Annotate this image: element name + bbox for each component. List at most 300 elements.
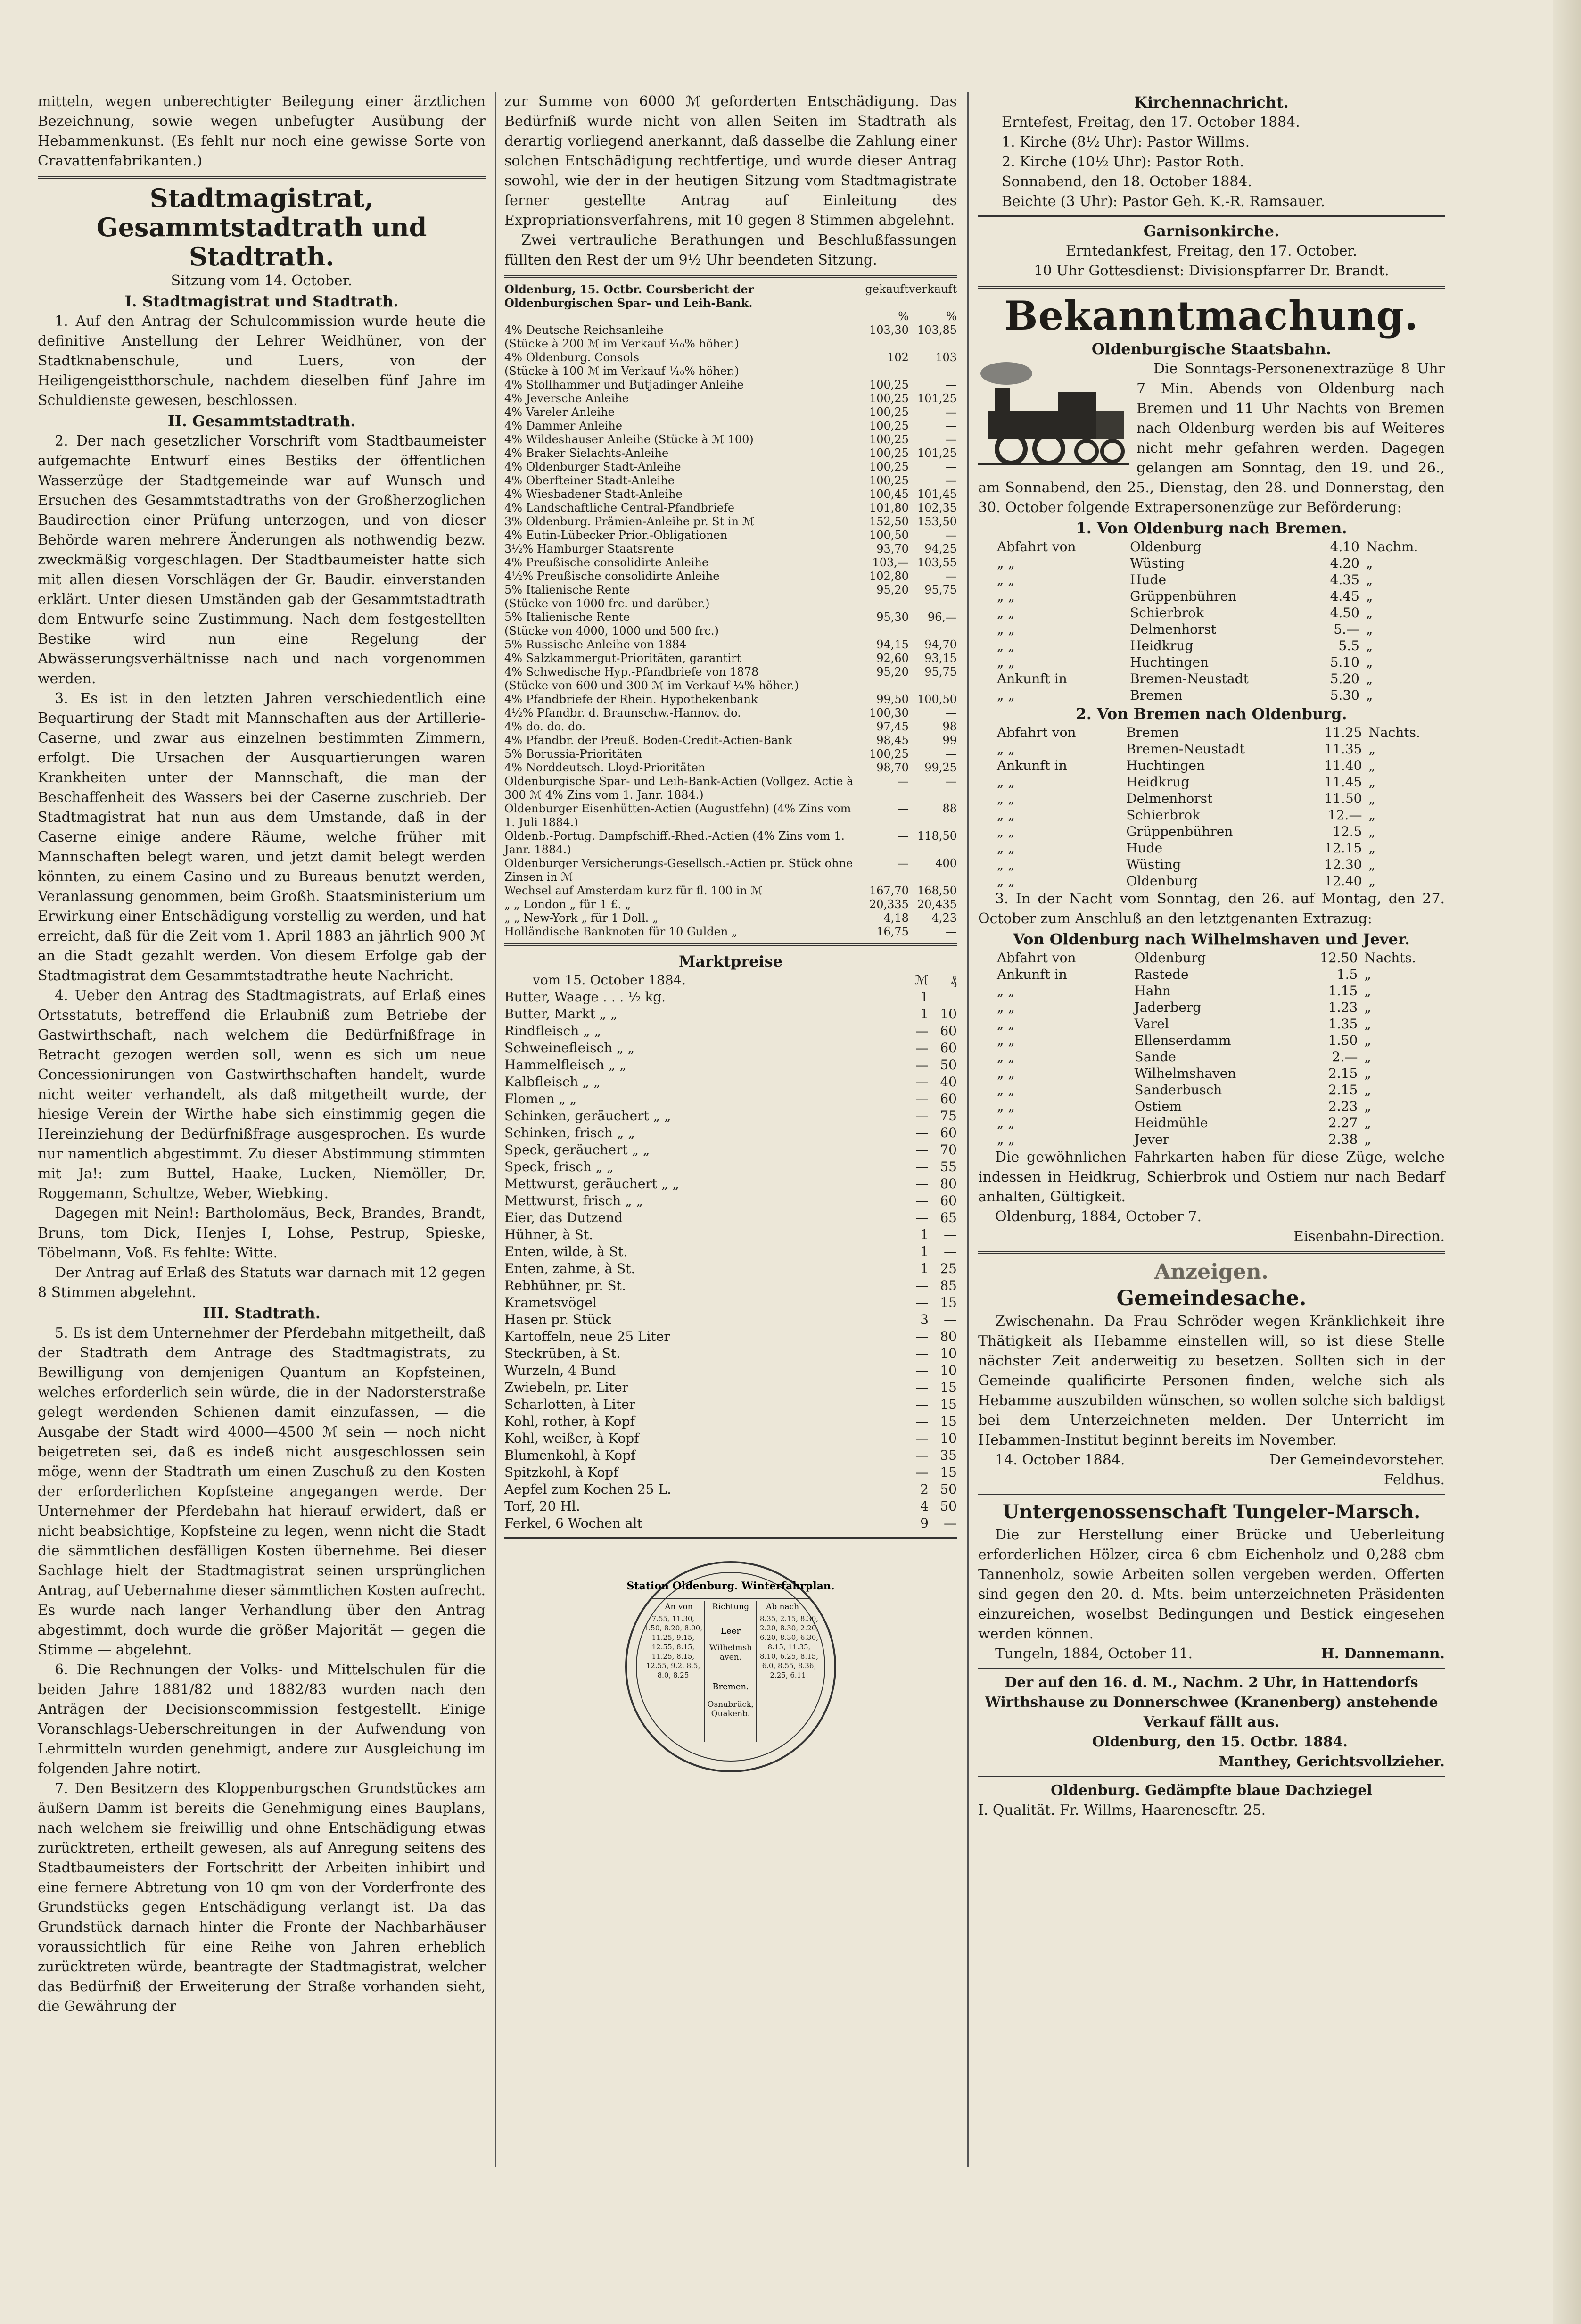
timetable-cell: 12.5 [1333, 824, 1362, 839]
timetable-cell: Oldenburg [1126, 873, 1198, 889]
market-price-cell: Schinken, frisch „ „ [504, 1125, 635, 1141]
ad-footer [978, 1644, 1445, 1664]
exchange-rate-row [504, 665, 957, 679]
market-price-row [504, 1294, 957, 1311]
market-price-cell: 1 [920, 1244, 929, 1259]
timetable-cell: 1.5 [1336, 967, 1358, 982]
stamp-departures [759, 1614, 819, 1746]
timetable-cell: „ [1364, 1082, 1371, 1098]
paragraph: Der Antrag auf Erlaß des Statuts war darnach mit 12 gegen 8 Stimmen abgelehnt. [38, 1265, 486, 1301]
exchange-rate-cell: 4% Schwedische Hyp.-Pfandbriefe von 1878 [504, 665, 759, 678]
timetable-cell: „ [1364, 1016, 1371, 1032]
exchange-rate-cell: 99,25 [924, 761, 957, 774]
exchange-rate-cell: 95,30 [876, 611, 909, 624]
market-price-cell: Wurzeln, 4 Bund [504, 1363, 616, 1378]
exchange-rate-cell: (Stücke à 100 ℳ im Verkauf ⅟₁₀% höher.) [504, 364, 739, 378]
timetable-cell: 2.15 [1328, 1082, 1358, 1098]
exchange-rate-row [504, 720, 957, 734]
exchange-rate-row [504, 775, 957, 802]
market-price-cell: 55 [940, 1159, 957, 1174]
timetable-row [978, 724, 1445, 741]
exchange-rate-row [504, 747, 957, 761]
exchange-rate-cell: 100,25 [869, 419, 909, 432]
exchange-rate-cell: 4% Deutsche Reichsanleihe [504, 323, 664, 337]
timetable-cell: 4.45 [1330, 588, 1359, 604]
market-date: vom 15. October 1884. [533, 972, 686, 988]
exchange-rate-row [504, 706, 957, 720]
market-price-row [504, 1379, 957, 1396]
timetable-cell: „ [1368, 873, 1375, 889]
exchange-rate-cell: — [946, 529, 957, 542]
market-price-cell: — [915, 1091, 929, 1107]
market-price-row [504, 1192, 957, 1209]
exchange-rate-cell: 4% Dammer Anleihe [504, 419, 623, 432]
market-price-cell: — [915, 1447, 929, 1463]
section-rule [978, 1776, 1445, 1777]
paragraph: 3. Es ist in den letzten Jahren verschiedentlich eine Bequartirung der Stadt mit Mannschaften aus der Artillerie-Caserne, und zwar aus einzelnen bestimmten Zimmern, erfolgt. Die Ursachen der Ausquartierungen waren Krankheiten unter der Mannschaft, die man der Beschaffenheit des Wassers bei der Caserne zuschrieb. Der Stadtmagistrat hat nun aus dem Umstande, daß in der Caserne einige andere Räume, welche früher mit Mannschaften belegt waren, und jetzt damit belegt werden könnten, zu einem Casino und zu Bureaus benutzt werden, Veranlassung genommen, beim Großh. Staatsministerium um Erwirkung einer Entschädigung vorstellig zu werden, und hat erreicht, daß für die Zeit vom 1. April 1883 an jährlich 900 ℳ an die Stadt gezahlt werden. Von diesem Erfolge gab der Stadtmagistrat dem Gesammtstadtrathe heute Nachricht. [38, 690, 486, 984]
exchange-rate-cell [865, 624, 909, 638]
timetable-cell: „ „ [997, 1000, 1015, 1015]
timetable-cell: „ „ [997, 774, 1015, 790]
timetable-cell: 2.38 [1328, 1132, 1358, 1147]
exchange-rate-cell: 101,80 [869, 501, 909, 514]
section-heading: III. Stadtrath. [203, 1304, 321, 1322]
market-price-row [504, 1125, 957, 1141]
exchange-rate-row [504, 597, 957, 611]
exchange-rate-cell: 4% do. do. do. [504, 720, 586, 733]
ad-text: I. Qualität. Fr. Willms, Haarenescftr. 25. [978, 1802, 1266, 1819]
market-price-cell: 10 [940, 1346, 957, 1361]
exchange-rate-cell: 4% Braker Sielachts-Anleihe [504, 447, 669, 460]
timetable-row [978, 604, 1445, 621]
market-price-cell: 15 [940, 1380, 957, 1395]
timetable-cell: „ [1364, 1099, 1371, 1114]
church-news-line: 2. Kirche (10½ Uhr): Pastor Roth. [1002, 154, 1244, 170]
market-price-cell: 60 [940, 1040, 957, 1056]
announcement-title: Bekanntmachung. [1004, 292, 1419, 339]
timetable-cell: 4.10 [1330, 539, 1359, 554]
timetable-cell: Wüsting [1126, 857, 1181, 872]
ad-text: Der auf den 16. d. M., Nachm. 2 Uhr, in Hattendorfs Wirthshause zu Donnerschwee (Kranenberg) anstehende Verkauf fällt aus. [985, 1674, 1438, 1730]
exchange-rate-cell: 103,30 [869, 323, 909, 337]
intro-paragraph: mitteln, wegen unberechtigter Beilegung einer ärztlichen Bezeichnung, sowie wegen unbefugter Ausübung der Hebammenkunst. (Es fehlt nur noch eine gewisse Sorte von Cravattenfabrikanten.) [38, 93, 486, 169]
exchange-rate-cell: 96,— [927, 611, 957, 624]
timetable-cell: „ „ [997, 654, 1015, 670]
timetable-cell: „ „ [997, 621, 1015, 637]
exchange-rate-cell: 99 [942, 734, 957, 747]
timetable-cell: „ [1364, 1066, 1371, 1081]
exchange-rate-cell: 100,50 [917, 693, 957, 706]
unit-header: ℳ [914, 972, 929, 988]
timetable-cell: „ [1366, 671, 1373, 686]
exchange-rate-cell [909, 624, 957, 638]
session-date: Sitzung vom 14. October. [171, 273, 353, 289]
market-price-cell: 10 [940, 1363, 957, 1378]
market-price-cell: Kohl, weißer, à Kopf [504, 1431, 639, 1446]
stamp-direction-box [707, 1700, 754, 1737]
exchange-rate-row [504, 734, 957, 747]
exchange-rate-cell: 5% Borussia-Prioritäten [504, 747, 642, 761]
church-news-title: Kirchennachricht. [1134, 93, 1289, 111]
exchange-rate-cell: 4% Pfandbriefe der Rhein. Hypothekenbank [504, 693, 758, 706]
timetable-row [978, 1098, 1445, 1115]
market-price-cell: 15 [940, 1414, 957, 1429]
market-price-cell: Steckrüben, à St. [504, 1346, 621, 1361]
market-prices-title: Marktpreise [678, 952, 783, 970]
ad-text: Zwischenahn. Da Frau Schröder wegen Kränklichkeit ihre Thätigkeit als Hebamme einstellen will, so ist diese Stelle nächster Zeit anderweitig zu besetzen. Sollten sich in der Gemeinde qualificirte Personen finden, welche sich als Hebamme auszubilden wünschen, so wollen solche sich baldigst bei dem Unterzeichneten melden. Der Unterricht im Hebammen-Institut beginnt bereits im November. [978, 1313, 1445, 1448]
market-price-row [504, 1515, 957, 1532]
exchange-rate-cell: 97,45 [876, 720, 909, 733]
column-2 [504, 92, 957, 1775]
exchange-rate-row [504, 323, 957, 337]
exchange-rate-cell: 100,25 [869, 460, 909, 473]
market-price-cell: 60 [940, 1023, 957, 1039]
ad-title: Untergenossenschaft Tungeler-Marsch. [1002, 1501, 1421, 1523]
market-price-row [504, 1345, 957, 1362]
exchange-rate-row [504, 529, 957, 542]
exchange-rate-cell: — [946, 474, 957, 487]
timetable-cell: „ „ [997, 1033, 1015, 1048]
timetable-cell: Jever [1134, 1132, 1169, 1147]
timetable-oldenburg-bremen [978, 538, 1445, 703]
timetable-cell: „ [1364, 1049, 1371, 1065]
timetable-cell: Huchtingen [1126, 758, 1205, 773]
route-note: 3. In der Nacht vom Sonntag, den 26. auf Montag, den 27. October zum Anschluß an den letztgenanten Extrazug: [978, 891, 1445, 927]
exchange-rate-cell: 4% Wildeshauser Anleihe (Stücke à ℳ 100) [504, 433, 754, 446]
market-price-cell: 10 [940, 1006, 957, 1022]
ad-signature: H. Dannemann. [1321, 1646, 1445, 1662]
timetable-row [978, 1065, 1445, 1082]
timetable-row [978, 983, 1445, 999]
market-price-cell: 25 [940, 1261, 957, 1276]
stamp-direction: Leer [721, 1626, 741, 1636]
garrison-church-line: Erntedankfest, Freitag, den 17. October. [1065, 243, 1358, 259]
timetable-row [978, 621, 1445, 637]
timetable-cell: „ [1364, 1033, 1371, 1048]
exchange-rate-cell: 4% Stollhammer und Butjadinger Anleihe [504, 378, 744, 391]
section-rule [978, 1494, 1445, 1495]
timetable-cell: Grüppenbühren [1130, 588, 1237, 604]
stamp-direction-box [707, 1643, 754, 1671]
timetable-cell: 5.30 [1330, 687, 1359, 703]
market-price-cell: — [915, 1329, 929, 1344]
church-news-line: Erntefest, Freitag, den 17. October 1884. [1002, 114, 1300, 131]
timetable-row [978, 1115, 1445, 1131]
timetable-cell: „ „ [997, 605, 1015, 620]
tender [1096, 411, 1124, 439]
timetable-row [978, 807, 1445, 823]
exchange-rate-cell: 20,335 [869, 898, 909, 911]
timetable-cell: 1.23 [1328, 1000, 1358, 1015]
continued-paragraph: zur Summe von 6000 ℳ geforderten Entschädigung. Das Bedürfniß wurde nicht von allen Seiten im Stadtrath als derartig vorliegend anerkannt, daß dasselbe die Zahlung einer solchen Entschädigung rechtfertige, und wurde dieser Antrag sowohl, wie der in der heutigen Sitzung vom Stadtmagistrate ferner gestellte Antrag auf Einleitung des Expropriationsverfahrens, mit 10 gegen 8 Stimmen abgelehnt. [504, 93, 957, 229]
exchange-rate-cell: (Stücke à 200 ℳ im Verkauf ⅟₁₀% höher.) [504, 337, 739, 350]
paragraph: 1. Auf den Antrag der Schulcommission wurde heute die definitive Anstellung der Lehrer Weidhüner, von der Stadtknabenschule, und Luers, von der Heiligengeistthorschule, nachdem dieselben fünf Jahre im Schuldienste gewesen, beschlossen. [38, 313, 486, 409]
market-price-row [504, 1175, 957, 1192]
announcement-text: Die Sonntags-Personenextrazüge 8 Uhr 7 Min. Abends von Oldenburg nach Bremen und 11 Uhr Nachts von Bremen nach Oldenburg werden bis auf Weiteres nicht mehr gefahren werden. Dagegen gelangen am Sonntag, den 19. und 26., am Sonnabend, den 25., Dienstag, den 28. und Donnerstag, den 30. October folgende Extrapersonenzüge zur Beförderung: [978, 361, 1445, 516]
market-price-row [504, 1311, 957, 1328]
market-price-cell: 50 [940, 1481, 957, 1497]
timetable-row [978, 873, 1445, 889]
exchange-rate-cell [865, 364, 909, 378]
exchange-rate-cell: 4% Jeversche Anleihe [504, 392, 629, 405]
exchange-rate-cell: 101,25 [917, 392, 957, 405]
timetable-cell: „ [1368, 840, 1375, 856]
exchange-rate-cell [909, 679, 957, 693]
timetable-cell: 4.20 [1330, 555, 1359, 571]
exchange-rate-cell: 4% Pfandbr. der Preuß. Boden-Credit-Actien-Bank [504, 734, 792, 747]
council-headline: Stadtmagistrat, Gesammtstadtrath und Stadtrath. [96, 183, 427, 272]
market-price-cell: Rindfleisch „ „ [504, 1023, 601, 1039]
market-price-cell: — [944, 1312, 957, 1327]
exchange-rate-cell: — [897, 775, 909, 788]
market-price-row [504, 1396, 957, 1413]
market-price-cell: 80 [940, 1176, 957, 1191]
timetable-cell: „ [1366, 621, 1373, 637]
exchange-rate-row [504, 925, 957, 939]
exchange-rate-cell: 4% Landschaftliche Central-Pfandbriefe [504, 501, 735, 514]
timetable-cell: Delmenhorst [1130, 621, 1217, 637]
timetable-cell: 11.50 [1324, 791, 1362, 806]
market-prices-table [504, 972, 957, 1532]
exchange-rate-cell: 118,50 [917, 829, 957, 843]
market-price-cell: 60 [940, 1193, 957, 1208]
market-price-cell: 75 [940, 1108, 957, 1124]
stamp-direction: Bremen. [712, 1682, 749, 1692]
timetable-cell: „ „ [997, 572, 1015, 587]
market-price-cell: 2 [920, 1481, 929, 1497]
timetable-row [978, 966, 1445, 983]
ad-signature-role: Der Gemeindevorsteher. [1269, 1452, 1445, 1468]
section-rule [978, 1668, 1445, 1669]
section-rule [504, 1537, 957, 1539]
market-price-cell: 65 [940, 1210, 957, 1225]
exchange-rate-cell: Oldenburgische Spar- und Leih-Bank-Actien (Vollgez. Actie à 300 ℳ 4% Zins vom 1. Janr. 1884.) [504, 775, 854, 802]
announcement-date: Oldenburg, 1884, October 7. [995, 1208, 1202, 1225]
exchange-rate-cell: 100,25 [869, 378, 909, 391]
exchange-rate-row [504, 474, 957, 488]
market-price-cell: 1 [920, 1261, 929, 1276]
exchange-rate-row [504, 419, 957, 433]
timetable-cell: Hahn [1134, 983, 1171, 999]
exchange-rate-row [504, 433, 957, 447]
market-price-cell: — [915, 1295, 929, 1310]
timetable-row [978, 950, 1445, 966]
exchange-rate-cell: 100,50 [869, 529, 909, 542]
ad-text: Oldenburg. Gedämpfte blaue Dachziegel [1051, 1782, 1372, 1799]
market-price-cell: 50 [940, 1498, 957, 1514]
exchange-rate-row [504, 515, 957, 529]
market-price-cell [929, 989, 957, 1006]
market-price-cell: Enten, zahme, à St. [504, 1261, 635, 1276]
exchange-rate-cell: 92,60 [876, 652, 909, 665]
exchange-rate-row [504, 638, 957, 652]
market-price-cell: 60 [940, 1125, 957, 1141]
exchange-rate-row [504, 583, 957, 597]
market-price-cell: — [915, 1074, 929, 1090]
unit-header: ₰ [950, 972, 957, 988]
market-price-row [504, 1464, 957, 1481]
timetable-cell: „ [1368, 741, 1375, 757]
timetable-cell: Heidkrug [1126, 774, 1190, 790]
stamp-title: Station Oldenburg. Winterfahrplan. [626, 1580, 835, 1592]
exchange-rate-cell [909, 337, 957, 351]
exchange-rate-cell: 4% Vareler Anleihe [504, 405, 615, 419]
timetable-cell: 12.40 [1324, 873, 1362, 889]
exchange-rate-row [504, 488, 957, 501]
timetable-cell: 11.45 [1324, 774, 1362, 790]
exchange-rate-cell: 95,20 [876, 665, 909, 678]
market-price-cell: Ferkel, 6 Wochen alt [504, 1515, 642, 1531]
market-price-cell: 70 [940, 1142, 957, 1158]
timetable-cell: 11.40 [1324, 758, 1362, 773]
market-price-cell: — [915, 1346, 929, 1361]
market-price-cell: — [944, 1227, 957, 1242]
exchange-rate-cell: — [897, 829, 909, 843]
market-price-cell: 15 [940, 1464, 957, 1480]
paragraph: 2. Der nach gesetzlicher Vorschrift vom Stadtbaumeister aufgemachte Entwurf eines Bestiks der öffentlichen Wasserzüge der Stadtgemeinde war auf Wunsch und Ersuchen des Gesammtstadtraths von der Großherzoglichen Baudirection einer Prüfung unterzogen, und von dieser Behörde waren mehrere Änderungen als nothwendig bezw. zweckmäßig vorgeschlagen. Der Stadtbaumeister hatte sich mit allen diesen Vorschlägen der Gr. Baudir. einverstanden erklärt. Unter diesen Umständen gab der Gesammtstadtrath dem Entwurfe seine Zustimmung. Nach dem festgestellten Bestike wird nun eine Regelung der Abwässerungsverhältnisse nach und nach vorgenommen werden. [38, 433, 486, 687]
timetable-row [978, 840, 1445, 856]
timetable-cell: 5.20 [1330, 671, 1359, 686]
timetable-cell: Nachts. [1368, 725, 1420, 740]
exchange-rate-cell: 95,75 [924, 665, 957, 678]
exchange-rate-cell: 94,25 [924, 542, 957, 555]
chimney [995, 388, 1010, 414]
exchange-rate-row [504, 501, 957, 515]
exchange-rate-cell: 4% Preußische consolidirte Anleihe [504, 556, 709, 569]
timetable-cell: 12.15 [1324, 840, 1362, 856]
exchange-rate-cell: 100,25 [869, 747, 909, 761]
smoke [980, 362, 1032, 385]
exchange-rate-cell: (Stücke von 1000 frc. und darüber.) [504, 597, 710, 610]
timetable-cell: „ „ [997, 1099, 1015, 1114]
market-price-cell: 1 [920, 1006, 929, 1022]
exchange-rate-row [504, 570, 957, 583]
exchange-rate-cell: Wechsel auf Amsterdam kurz für fl. 100 in ℳ [504, 884, 763, 897]
timetable-row [978, 555, 1445, 571]
exchange-rate-cell: 103,85 [917, 323, 957, 337]
exchange-rate-cell: 168,50 [917, 884, 957, 897]
exchange-rate-cell: 102 [887, 351, 909, 364]
timetable-row [978, 1082, 1445, 1098]
timetable-bremen-oldenburg [978, 724, 1445, 889]
market-price-cell: — [915, 1040, 929, 1056]
exchange-rate-cell: 93,70 [876, 542, 909, 555]
market-price-cell: — [915, 1278, 929, 1293]
timetable-cell: Ankunft in [997, 671, 1067, 686]
exchange-rate-cell: 5% Italienische Rente [504, 611, 630, 624]
timetable-cell: Wüsting [1130, 555, 1185, 571]
market-price-cell: — [915, 1142, 929, 1158]
exchange-rate-cell: — [946, 433, 957, 446]
section-rule [504, 275, 957, 278]
wheel [1076, 441, 1097, 462]
market-price-cell: Mettwurst, frisch „ „ [504, 1193, 643, 1208]
timetable-cell: „ „ [997, 555, 1015, 571]
section-rule [504, 943, 957, 946]
exchange-rate-cell: — [946, 747, 957, 761]
timetable-cell: Rastede [1134, 967, 1189, 982]
column-unit: % [898, 310, 909, 323]
timetable-cell: Ostiem [1134, 1099, 1182, 1114]
exchange-rate-row [504, 378, 957, 392]
market-price-cell: — [915, 1431, 929, 1446]
market-price-cell: 9 [920, 1515, 929, 1531]
garrison-church-title: Garnisonkirche. [1143, 222, 1280, 240]
page-edge-shadow [1553, 0, 1581, 2324]
section-heading: I. Stadtmagistrat und Stadtrath. [124, 292, 399, 310]
market-price-row [504, 1057, 957, 1074]
market-price-cell: — [915, 1363, 929, 1378]
exchange-rate-cell: 98,45 [876, 734, 909, 747]
timetable-cell: „ „ [997, 588, 1015, 604]
market-price-cell: — [944, 1515, 957, 1531]
exchange-rate-cell: 101,45 [917, 488, 957, 501]
exchange-rate-row [504, 611, 957, 624]
market-price-row [504, 1498, 957, 1515]
market-price-cell: Kohl, rother, à Kopf [504, 1414, 635, 1429]
timetable-cell: „ [1366, 572, 1373, 587]
timetable-cell: „ [1366, 555, 1373, 571]
market-price-cell: 15 [940, 1295, 957, 1310]
timetable-cell: Heidkrug [1130, 638, 1194, 653]
exchange-rate-cell: 4½% Preußische consolidirte Anleihe [504, 570, 720, 583]
timetable-cell: 2.15 [1328, 1066, 1358, 1081]
market-price-row [504, 1074, 957, 1091]
timetable-cell: „ [1364, 967, 1371, 982]
timetable-cell: Bremen-Neustadt [1130, 671, 1249, 686]
market-price-cell: Scharlotten, à Liter [504, 1397, 636, 1412]
exchange-rate-cell: 4% Wiesbadener Stadt-Anleihe [504, 488, 683, 501]
exchange-rate-row [504, 447, 957, 460]
timetable-row [978, 654, 1445, 670]
stamp-direction: Osnabrück, Quakenb. [707, 1700, 754, 1719]
timetable-cell: „ [1366, 638, 1373, 653]
market-price-row [504, 1108, 957, 1125]
timetable-cell: Schierbrok [1126, 807, 1201, 823]
market-price-row [504, 989, 957, 1006]
timetable-cell: „ [1366, 588, 1373, 604]
timetable-cell: Hude [1126, 840, 1163, 856]
market-price-cell: — [915, 1397, 929, 1412]
timetable-cell: „ „ [997, 1066, 1015, 1081]
market-price-cell: Krametsvögel [504, 1295, 597, 1310]
exchange-rate-cell: 95,75 [924, 583, 957, 596]
market-price-row [504, 1006, 957, 1023]
market-price-cell: — [915, 1125, 929, 1141]
ad-date: Oldenburg, den 15. Octbr. 1884. [1092, 1734, 1348, 1750]
timetable-cell: „ „ [997, 857, 1015, 872]
market-price-cell: 1 [920, 1227, 929, 1242]
timetable-cell: „ „ [997, 873, 1015, 889]
paragraph: Dagegen mit Nein!: Bartholomäus, Beck, Brandes, Brandt, Bruns, tom Dick, Henjes I, Lohse, Pestrup, Spieske, Töbelmann, Voß. Es fehlte: Witte. [38, 1205, 486, 1261]
exchange-rate-cell: 4% Eutin-Lübecker Prior.-Obligationen [504, 529, 728, 542]
market-price-cell: — [915, 1414, 929, 1429]
market-price-row [504, 1091, 957, 1108]
market-price-cell: Speck, geräuchert „ „ [504, 1142, 650, 1158]
exchange-rate-cell: 400 [935, 857, 957, 870]
market-price-row [504, 1023, 957, 1040]
timetable-row [978, 1016, 1445, 1032]
timetable-row [978, 790, 1445, 807]
timetable-cell: 2.23 [1328, 1099, 1358, 1114]
timetable-cell: „ [1366, 687, 1373, 703]
exchange-rate-cell: 153,50 [917, 515, 957, 528]
timetable-cell: Sanderbusch [1134, 1082, 1222, 1098]
market-price-row [504, 1260, 957, 1277]
market-price-cell: Butter, Waage . . . ½ kg. [504, 989, 666, 1005]
exchange-rate-cell: 152,50 [869, 515, 909, 528]
stamp-col-head: Ab nach [766, 1602, 799, 1612]
